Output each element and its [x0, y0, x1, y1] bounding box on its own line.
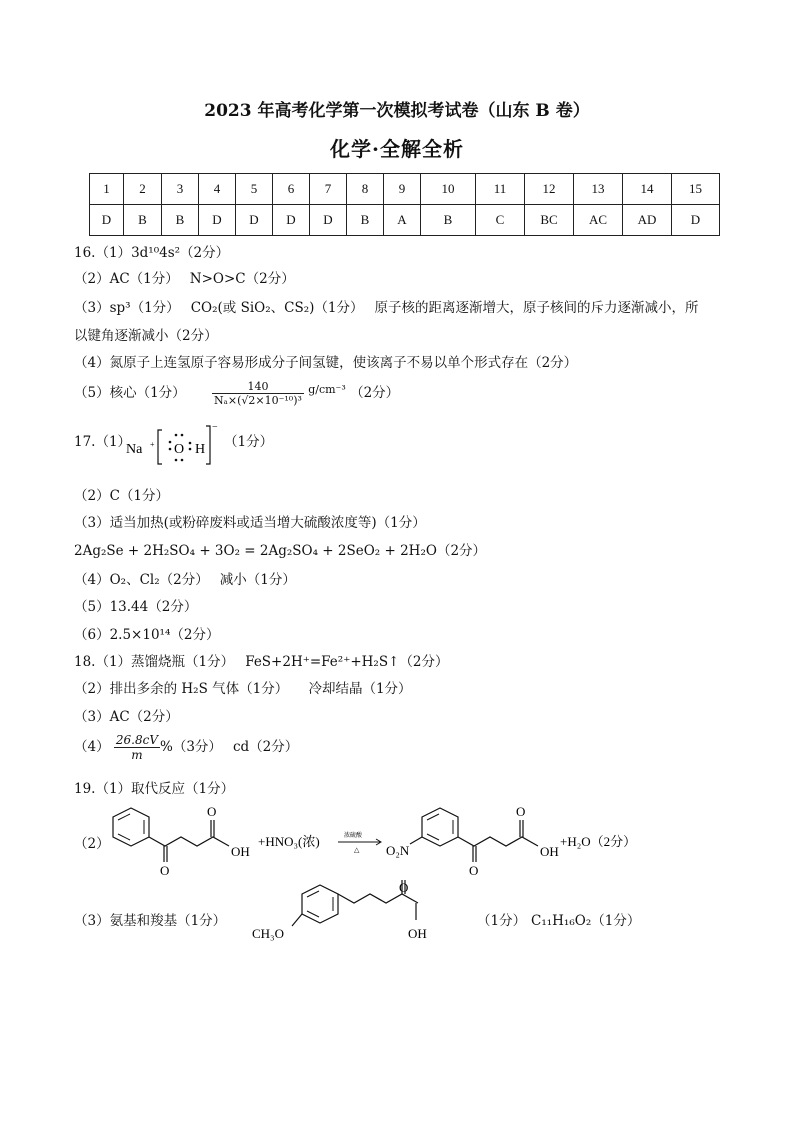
lewis-dot — [169, 448, 172, 451]
answer-table-number-cell: 3 — [162, 174, 199, 205]
ring-double-bond — [307, 891, 319, 897]
arrow-condition-bottom: △ — [354, 846, 360, 854]
answer-table-number-cell: 8 — [347, 174, 384, 205]
q16-part5-prefix: （5）核心（1分） — [74, 385, 186, 401]
answer-table — [89, 173, 720, 236]
q16-part1 — [74, 241, 229, 261]
q18-part4 — [74, 733, 298, 762]
answer-table-answer-cell: A — [384, 205, 421, 236]
answer-table-answer-cell: B — [124, 205, 162, 236]
methoxy-bond — [292, 914, 302, 926]
q19-part3-prefix: （3）氨基和羧基（1分） — [74, 913, 227, 929]
ring-double-bond — [118, 814, 130, 820]
answer-table-number-cell: 4 — [199, 174, 236, 205]
page-subtitle: 化学·全解全析 — [330, 137, 464, 161]
q16-part3-line1: （3）sp³（1分） CO₂(或 SiO₂、CS₂)（1分） 原子核的距离逐渐增大，原子核间的斥力逐渐减小，所 — [74, 300, 699, 316]
q19-part3-formula: C₁₁H₁₆O₂（1分） — [531, 913, 641, 929]
lewis-cation-charge: + — [150, 440, 155, 449]
density-numerator: 140 — [212, 380, 304, 394]
product-acid-oxygen: O — [516, 804, 526, 819]
density-denominator: Nₐ×(√2×10⁻¹⁰)³ — [213, 394, 302, 407]
answer-table-answer-cell: C — [476, 205, 525, 236]
answer-table-number-cell: 10 — [421, 174, 476, 205]
lewis-right-bracket — [206, 426, 210, 464]
lewis-dot — [175, 434, 178, 437]
lewis-oxygen: O — [174, 442, 185, 457]
q18-part1: 18.（1）蒸馏烧瓶（1分） FeS+2H⁺=Fe²⁺+H₂S↑（2分） — [74, 654, 449, 670]
q16-part2: （2）AC（1分） N>O>C（2分） — [74, 271, 295, 287]
q18-part4-prefix: （4） — [74, 739, 110, 755]
lewis-hydrogen: H — [195, 442, 206, 457]
lewis-dot — [169, 441, 172, 444]
q17-part4: （4）O₂、Cl₂（2分） 减小（1分） — [74, 572, 296, 588]
q17-part1-score: （1分） — [224, 434, 274, 450]
answer-table-answer-cell: B — [347, 205, 384, 236]
product-carbon-chain — [458, 837, 538, 846]
q19-part3-score: （1分） — [477, 913, 527, 929]
lewis-cation: Na — [126, 442, 143, 457]
q17-part1-prefix: 17.（1） — [74, 434, 132, 450]
purity-numerator: 26.8cV — [115, 733, 158, 747]
q17-part6: （6）2.5×10¹⁴（2分） — [74, 627, 220, 643]
lewis-structure — [124, 420, 224, 470]
ketone-oxygen: O — [160, 863, 170, 878]
q17-equation: 2Ag₂Se + 2H₂SO₄ + 3O₂ = 2Ag₂SO₄ + 2SeO₂ + 2H₂O（2分） — [74, 543, 487, 559]
q16-part1-config: 3d¹⁰4s²（2分） — [131, 245, 230, 261]
lewis-dot — [175, 459, 178, 462]
q17-part2: （2）C（1分） — [74, 488, 170, 504]
answer-table-number-cell: 11 — [476, 174, 525, 205]
q19-part1: 19.（1）取代反应（1分） — [74, 781, 235, 797]
answer-table-number-cell: 7 — [310, 174, 347, 205]
answer-table-number-cell: 9 — [384, 174, 421, 205]
q17-part5: （5）13.44（2分） — [74, 599, 198, 615]
nitro-group: O₂N — [386, 843, 410, 858]
answer-table-answer-cell: B — [162, 205, 199, 236]
answer-table-number-cell: 12 — [525, 174, 574, 205]
answer-table-answer-cell: D — [310, 205, 347, 236]
q18-part3: （3）AC（2分） — [74, 709, 179, 725]
page-title: 2023 年高考化学第一次模拟考试卷（山东 B 卷） — [204, 101, 590, 121]
acid-oxygen: O — [207, 804, 217, 819]
purity-denominator: m — [131, 748, 143, 762]
q17-part3: （3）适当加热(或粉碎废料或适当增大硫酸浓度等)（1分） — [74, 515, 426, 531]
methoxy-acid-hydroxyl: OH — [408, 926, 427, 941]
reaction-scheme — [100, 800, 680, 890]
lewis-dot — [189, 442, 192, 445]
answer-table-answer-cell: B — [421, 205, 476, 236]
ring-double-bond — [427, 814, 439, 820]
answer-table-answer-cell: AD — [623, 205, 672, 236]
q19-part2-prefix: （2） — [74, 836, 110, 852]
q16-part1-prefix: 16.（1） — [74, 245, 132, 261]
lewis-dot — [189, 448, 192, 451]
density-unit: g/cm⁻³ — [308, 383, 346, 396]
answer-table-number-cell: 5 — [236, 174, 273, 205]
arrow-condition-top: 浓硫酸 — [344, 833, 363, 839]
answer-table-number-cell: 14 — [623, 174, 672, 205]
answer-table-answer-cell: D — [672, 205, 720, 236]
density-fraction — [212, 380, 304, 407]
answer-table-number-cell: 15 — [672, 174, 720, 205]
answer-table-number-cell: 6 — [273, 174, 310, 205]
answer-table-number-cell: 1 — [90, 174, 124, 205]
product-ketone-oxygen: O — [469, 863, 479, 878]
lewis-dot — [181, 459, 184, 462]
answer-table-answer-cell: D — [199, 205, 236, 236]
answer-table-number-cell: 13 — [574, 174, 623, 205]
lewis-anion-charge: − — [212, 422, 218, 433]
q18-part2: （2）排出多余的 H₂S 气体（1分） 冷却结晶（1分） — [74, 681, 412, 697]
nitro-bond — [410, 837, 422, 844]
methoxy-acid-oxygen: O — [399, 880, 409, 895]
q16-part4: （4）氮原子上连氢原子容易形成分子间氢键，使该离子不易以单个形式存在（2分） — [74, 355, 578, 371]
q16-part5-score: （2分） — [350, 385, 400, 401]
acid-hydroxyl: OH — [231, 844, 250, 859]
answer-table-number-row — [90, 174, 720, 205]
water-product: +H₂O（2分） — [560, 834, 637, 849]
answer-table-answer-cell: AC — [574, 205, 623, 236]
q18-part4-suffix: %（3分） cd（2分） — [160, 739, 299, 755]
answer-table-number-cell: 2 — [124, 174, 162, 205]
nitric-acid-reagent: +HNO₃(浓) — [258, 834, 320, 849]
answer-table-answer-cell: BC — [525, 205, 574, 236]
methoxy-group: CH₃O — [252, 926, 284, 941]
answer-table-answer-cell: D — [273, 205, 310, 236]
ring-double-bond — [427, 834, 439, 840]
carbon-chain — [149, 837, 229, 846]
q16-part3-line2: 以键角逐渐减小（2分） — [74, 328, 218, 344]
product-acid-hydroxyl: OH — [540, 844, 559, 859]
answer-table-answer-cell: D — [90, 205, 124, 236]
answer-table-answer-row — [90, 205, 720, 236]
lewis-dot — [181, 434, 184, 437]
lewis-left-bracket — [158, 430, 162, 464]
answer-table-answer-cell: D — [236, 205, 273, 236]
methoxy-structure — [248, 880, 468, 946]
ring-double-bond — [118, 834, 130, 840]
butanoic-chain — [338, 894, 418, 903]
ring-double-bond — [307, 911, 319, 917]
purity-fraction — [114, 733, 160, 762]
q16-part5 — [74, 380, 399, 407]
